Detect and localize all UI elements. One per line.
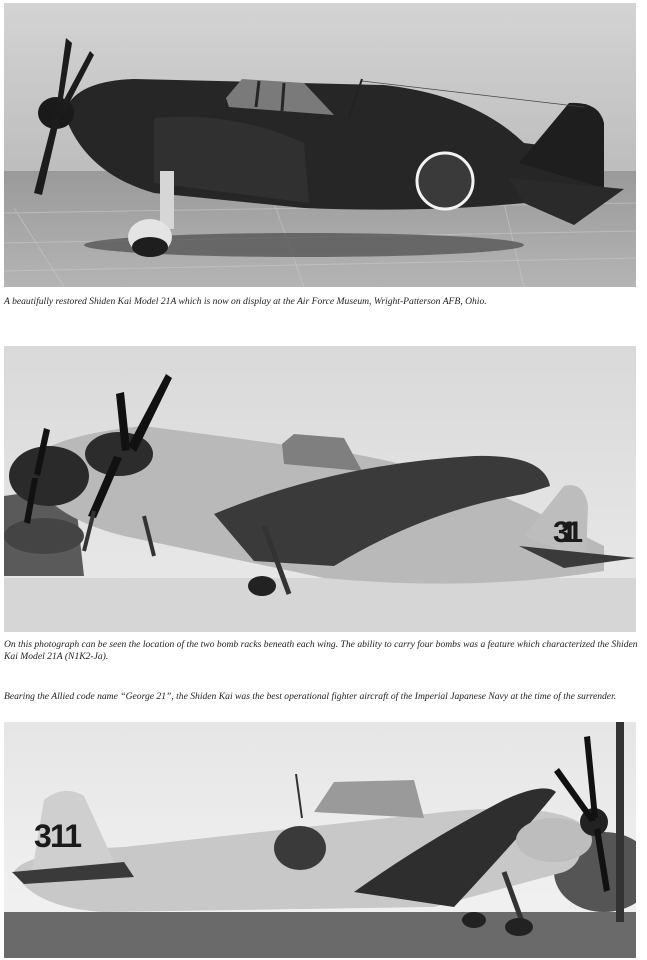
svg-text:311: 311 [34, 818, 82, 854]
photo-caption: A beautifully restored Shiden Kai Model 21A which is now on display at the Air Force Museum, Wright-Patterson AFB, Ohio. [4, 296, 487, 307]
photo-caption: Bearing the Allied code name “George 21”, the Shiden Kai was the best operational fighter aircraft of the Imperial Japanese Navy at the time of the surrender. [4, 691, 617, 702]
tail-code [34, 818, 82, 854]
photo-shiden-kai-restored [4, 3, 636, 287]
photo-shiden-kai-bomb-racks [4, 346, 636, 632]
photo-caption: On this photograph can be seen the location of the two bomb racks beneath each wing. The ability to carry four bombs was a feature which characterized the Shiden Kai Model 21A (N1K2-Ja). [4, 639, 638, 662]
photo-shiden-kai-george-21 [4, 722, 636, 958]
svg-text:311: 311 [553, 516, 583, 549]
tail-code [553, 516, 583, 549]
